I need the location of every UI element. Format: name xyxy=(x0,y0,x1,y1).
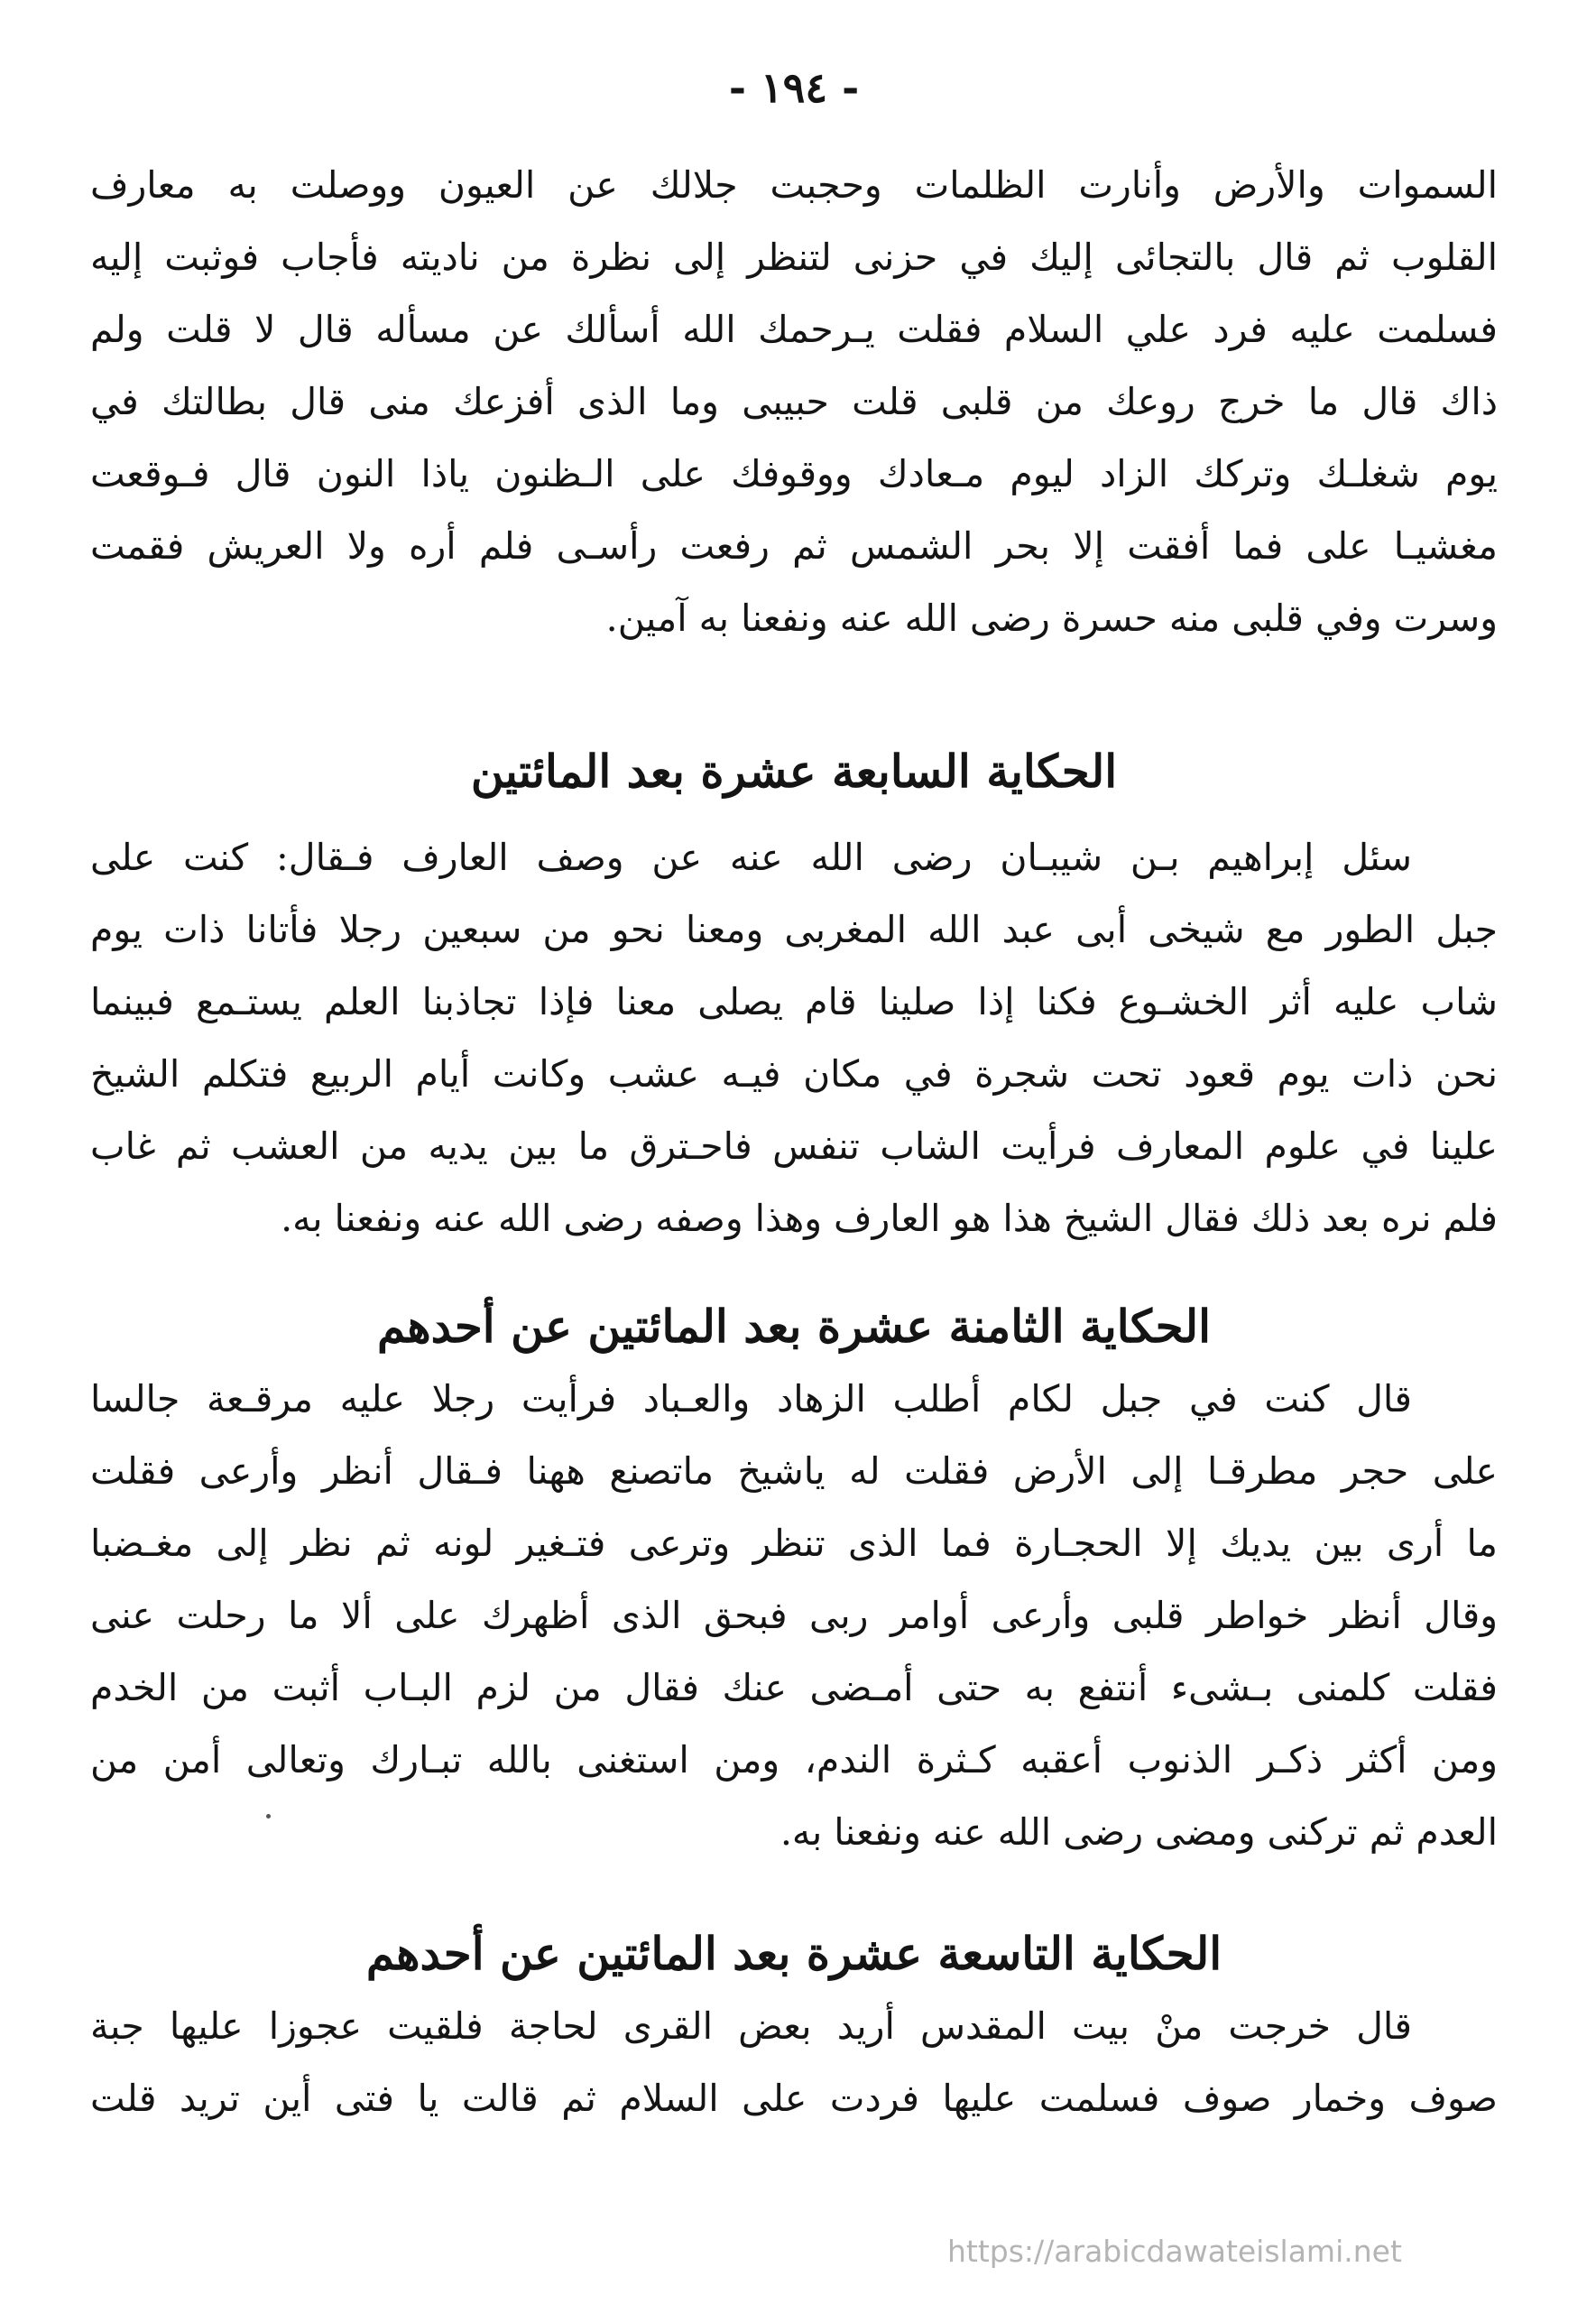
text-line: العدم ثم تركنى ومضى رضى الله عنه ونفعنا به. xyxy=(780,1810,1498,1854)
text-line: سئل إبراهيم بـن شيبـان رضى الله عنه عن وصف العارف فـقال: كنت على xyxy=(90,836,1412,879)
story-paragraph xyxy=(90,1990,1498,2134)
text-line: نحن ذات يوم قعود تحت شجرة في مكان فيـه عشب وكانت أيام الربيع فتكلم الشيخ xyxy=(90,1052,1498,1096)
story-paragraph xyxy=(90,821,1498,1254)
text-line: قال كنت في جبل لكام أطلب الزهاد والعـباد فرأيت رجلا عليه مرقـعة جالسا xyxy=(90,1377,1412,1421)
intro-paragraph xyxy=(90,149,1498,654)
text-line: علينا في علوم المعارف فرأيت الشاب تنفس فاحـترق ما بين يديه من العشب ثم غاب xyxy=(90,1124,1498,1168)
text-line: ما أرى بين يديك إلا الحجـارة فما الذى تنظر وترعى فتـغير لونه ثم نظر إلى مغـضبا xyxy=(90,1522,1498,1565)
text-line: فقلت كلمنى بـشىء أنتفع به حتى أمـضى عنك فقال من لزم البـاب أثبت من الخدم xyxy=(90,1666,1498,1709)
scan-speck xyxy=(266,1814,271,1819)
text-line: ذاك قال ما خرج روعك من قلبى قلت حبيبى وما الذى أفزعك منى قال بطالتك في xyxy=(90,380,1498,423)
text-line: فسلمت عليه فرد علي السلام فقلت يـرحمك الله أسألك عن مسأله قال لا قلت ولم xyxy=(90,308,1498,351)
text-line: صوف وخمار صوف فسلمت عليها فردت على السلام ثم قالت يا فتى أين تريد قلت xyxy=(90,2077,1498,2120)
text-line: جبل الطور مع شيخى أبى عبد الله المغربى ومعنا نحو من سبعين رجلا فأتانا ذات يوم xyxy=(90,908,1498,951)
story-heading: الحكاية السابعة عشرة بعد المائتين xyxy=(470,745,1118,798)
document-page xyxy=(90,63,1498,2301)
text-line: وسرت وفي قلبى منه حسرة رضى الله عنه ونفعنا به آمين. xyxy=(605,597,1498,640)
text-line: وقال أنظر خواطر قلبى وأرعى أوامر ربى فبحق الذى أظهرك على ألا ما رحلت عنى xyxy=(90,1594,1498,1637)
page-number: - ١٩٤ - xyxy=(728,63,860,112)
text-line: القلوب ثم قال بالتجائى إليك في حزنى لتنظر إلى نظرة من ناديته فأجاب فوثبت إليه xyxy=(90,236,1498,279)
text-line: على حجر مطرقـا إلى الأرض فقلت له ياشيخ ماتصنع ههنا فـقال أنظر وأرعى فقلت xyxy=(90,1449,1498,1493)
text-line: السموات والأرض وأنارت الظلمات وحجبت جلالك عن العيون ووصلت به معارف xyxy=(90,163,1498,207)
story-heading: الحكاية الثامنة عشرة بعد المائتين عن أحدهم xyxy=(376,1300,1212,1353)
text-line: ومن أكثر ذكـر الذنوب أعقبه كـثرة الندم، ومن استغنى بالله تبـارك وتعالى أمن من xyxy=(90,1738,1498,1782)
watermark-url: https://arabicdawateislami.net xyxy=(947,2234,1402,2269)
text-line: فلم نره بعد ذلك فقال الشيخ هذا هو العارف وهذا وصفه رضى الله عنه ونفعنا به. xyxy=(281,1197,1498,1240)
text-line: شاب عليه أثر الخشـوع فكنا إذا صلينا قام يصلى معنا فإذا تجاذبنا العلم يستـمع فبينما xyxy=(90,980,1498,1023)
text-line: مغشيـا على فما أفقت إلا بحر الشمس ثم رفعت رأسـى فلم أره ولا العريش فقمت xyxy=(90,524,1498,568)
story-paragraph xyxy=(90,1363,1498,1868)
story-heading: الحكاية التاسعة عشرة بعد المائتين عن أحدهم xyxy=(365,1927,1222,1980)
text-line: قال خرجت منْ بيت المقدس أريد بعض القرى لحاجة فلقيت عجوزا عليها جبة xyxy=(90,2004,1412,2048)
text-line: يوم شغلـك وتركك الزاد ليوم مـعادك ووقوفك على الـظنون ياذا النون قال فـوقعت xyxy=(90,452,1498,495)
